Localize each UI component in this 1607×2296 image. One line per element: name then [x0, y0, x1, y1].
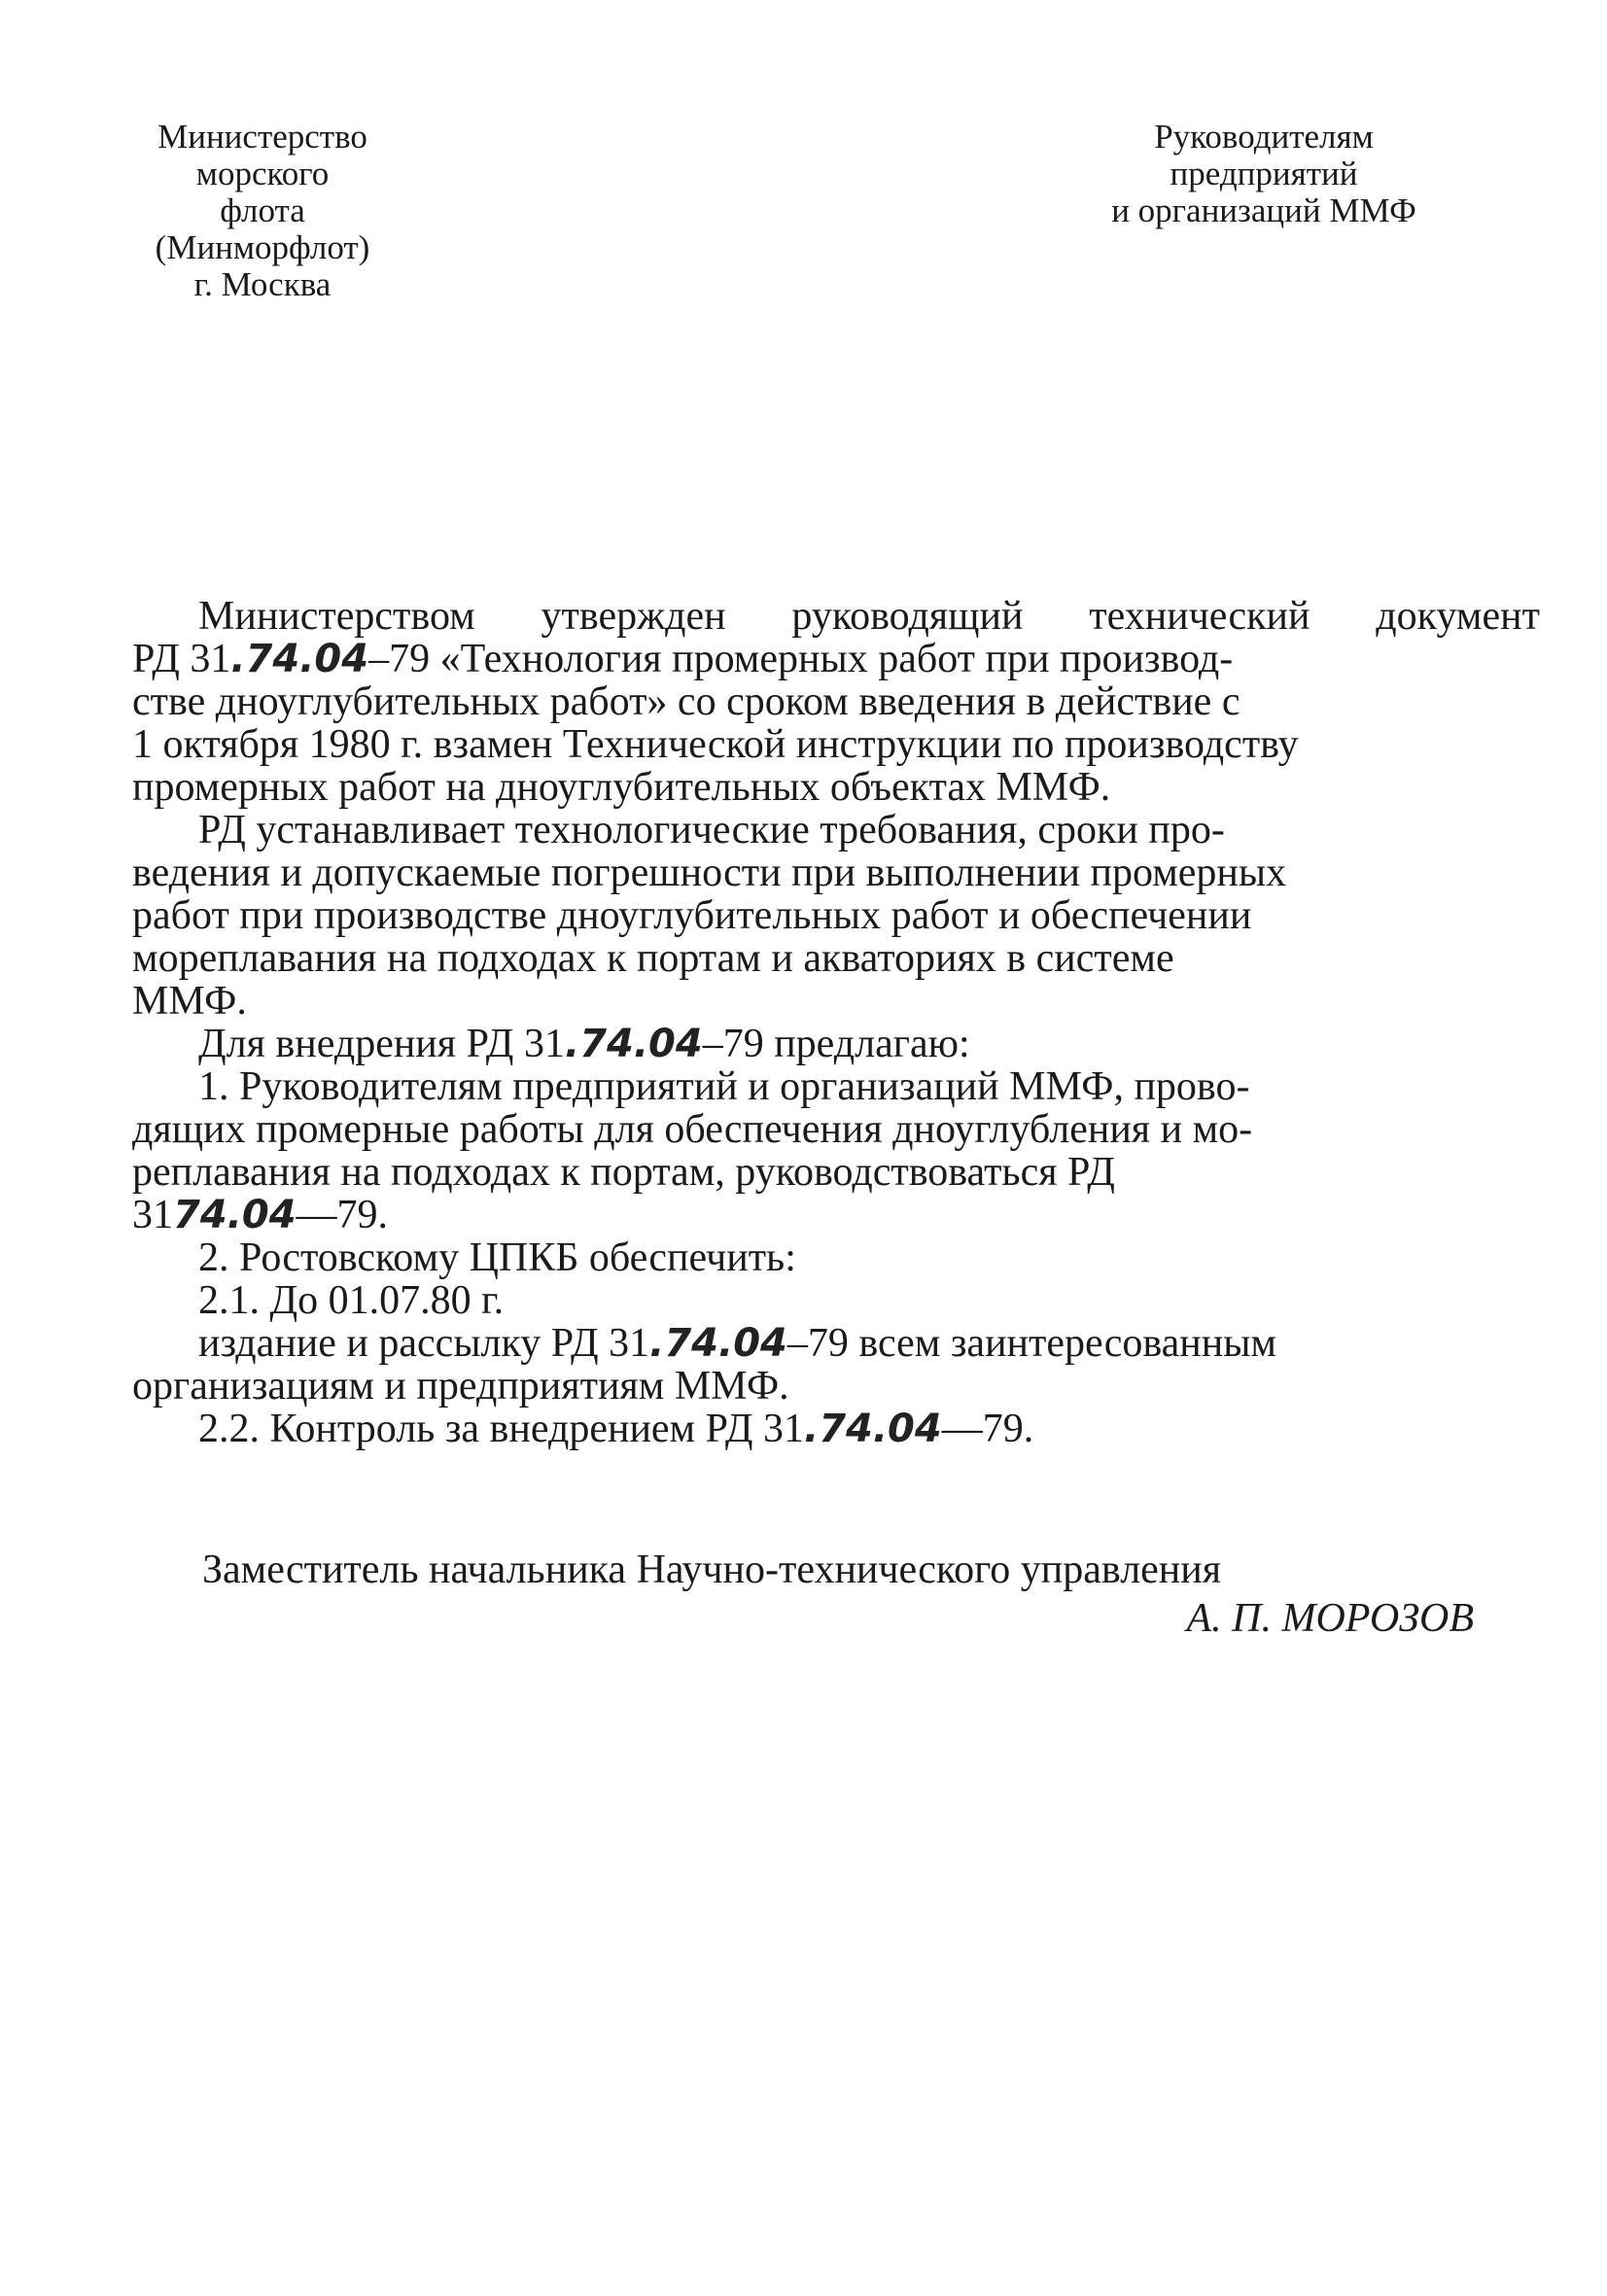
handwritten-number: 74.04 [173, 1193, 297, 1237]
handwritten-number: .74.04 [804, 1407, 942, 1451]
body-line: мореплавания на подходах к портам и акваториях в системе [132, 936, 1174, 981]
sender-line: (Минморфлот) [155, 228, 370, 266]
body-line: промерных работ на дноуглубительных объектах ММФ. [132, 765, 1111, 810]
word: документ [1376, 594, 1540, 639]
word: технический [1089, 594, 1310, 639]
body-line [132, 1408, 1474, 1450]
body-line: дящих промерные работы для обеспечения дноуглубления и мо- [132, 1107, 1253, 1152]
recipient-line: Руководителям [1154, 118, 1374, 156]
text-segment: –79 «Технология промерных работ при производ- [368, 637, 1234, 681]
signatory-title: Заместитель начальника Научно-технического управления [202, 1548, 1222, 1592]
sender-line: Министерство [157, 118, 367, 156]
body-line: 1 октября 1980 г. взамен Технической инструкции по производству [132, 722, 1299, 767]
text-segment: издание и рассылку РД 31 [198, 1321, 650, 1366]
body-line [132, 638, 1474, 680]
body-line: 2.1. До 01.07.80 г. [198, 1278, 505, 1323]
body-line [132, 1023, 1474, 1065]
body-line: стве дноуглубительных работ» со сроком введения в действие с [132, 679, 1240, 724]
text-segment: –79 всем заинтересованным [786, 1321, 1277, 1366]
text-segment: —79. [296, 1193, 389, 1237]
recipient-line: предприятий [1170, 155, 1358, 192]
handwritten-number: .74.04 [564, 1022, 703, 1066]
body-line: организациям и предприятиям ММФ. [132, 1364, 789, 1409]
signature-block [202, 1546, 1474, 1643]
body-line: 2. Ростовскому ЦПКБ обеспечить: [198, 1235, 796, 1280]
text-segment: РД 31 [132, 637, 231, 681]
text-segment: —79. [941, 1407, 1034, 1451]
body-line: ММФ. [132, 979, 247, 1024]
recipient-line: и организаций ММФ [1111, 191, 1416, 229]
sender-line: г. Москва [193, 265, 332, 303]
body-line [132, 1194, 1474, 1236]
text-segment: 31 [132, 1193, 173, 1237]
recipient-block [1060, 119, 1468, 229]
body-line: 1. Руководителям предприятий и организаций ММФ, прово- [198, 1064, 1250, 1109]
body-line [132, 595, 1540, 638]
sender-line: флота [220, 191, 305, 229]
sender-line: морского [195, 155, 330, 192]
text-segment: 2.2. Контроль за внедрением РД 31 [198, 1407, 804, 1451]
signatory-name: А. П. МОРОЗОВ [1186, 1596, 1474, 1641]
body-line [132, 1322, 1474, 1365]
body-line: РД устанавливает технологические требования, сроки про- [198, 808, 1225, 852]
word: утвержден [541, 594, 726, 639]
word: Министерством [198, 594, 475, 639]
word: руководящий [791, 594, 1024, 639]
handwritten-number: .74.04 [230, 637, 369, 681]
handwritten-number: .74.04 [649, 1321, 787, 1366]
sender-block [117, 119, 408, 303]
body-line: ведения и допускаемые погрешности при выполнении промерных [132, 851, 1287, 895]
body-line: работ при производстве дноуглубительных работ и обеспечении [132, 893, 1252, 938]
body-line: реплавания на подходах к портам, руководствоваться РД [132, 1150, 1115, 1195]
letter-body [132, 594, 1540, 1451]
text-segment: Для внедрения РД 31 [198, 1022, 565, 1066]
text-segment: –79 предлагаю: [702, 1022, 970, 1066]
